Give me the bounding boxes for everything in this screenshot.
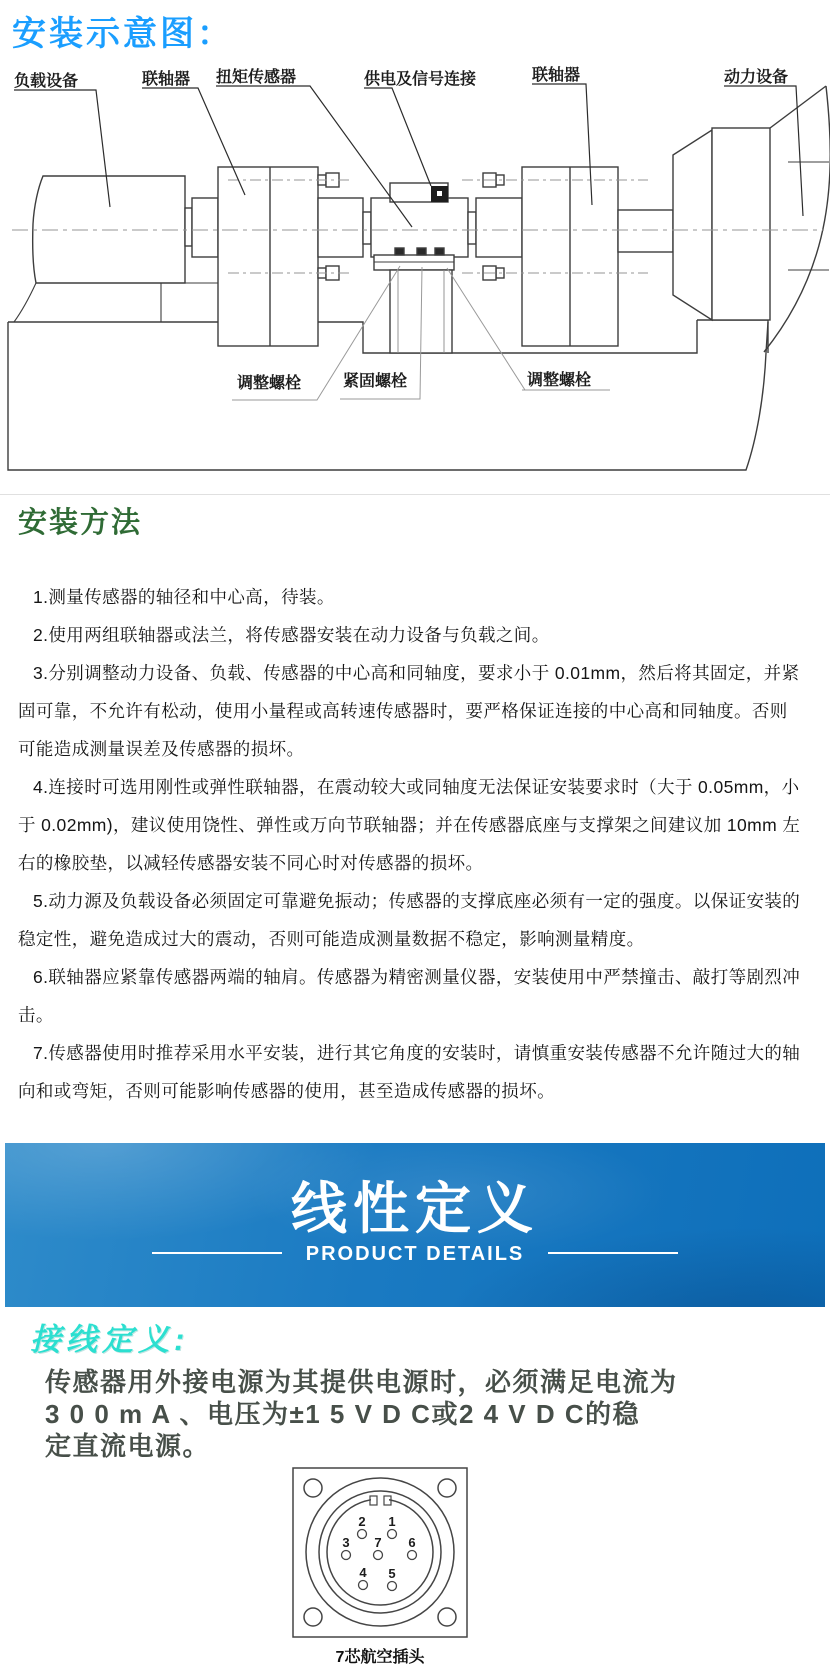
method-item: 3.分别调整动力设备、负载、传感器的中心高和同轴度，要求小于 0.01mm，然后将其固定，并紧固可靠，不允许有松动，使用小量程或高转速传感器时，要严格保证连接的中心高和同轴度。否则可能造成测量误差及传感器的损坏。 xyxy=(18,663,800,759)
label-load-device: 负载设备 xyxy=(14,73,79,90)
label-fasten-bolt: 紧固螺栓 xyxy=(343,373,408,390)
method-item: 4.连接时可选用刚性或弹性联轴器，在震动较大或同轴度无法保证安装要求时（大于 0.05mm，小于 0.02mm)，建议使用饶性、弹性或万向节联轴器；并在传感器底座与支撑架之间建议加 10mm 左右的橡胶垫，以减轻传感器安装不同心时对传感器的损坏。 xyxy=(18,777,801,873)
pin-label-5: 5 xyxy=(388,1566,396,1581)
aviation-plug-diagram xyxy=(285,1455,475,1645)
product-details-banner xyxy=(5,1143,825,1307)
mount-hole xyxy=(304,1608,322,1626)
label-adjust-bolt-left: 调整螺栓 xyxy=(237,375,302,392)
plug-middle-ring xyxy=(319,1491,441,1613)
method-item: 6.联轴器应紧靠传感器两端的轴肩。传感器为精密测量仪器，安装使用中严禁撞击、敲打等剧烈冲击。 xyxy=(18,967,801,1025)
method-item: 2.使用两组联轴器或法兰，将传感器安装在动力设备与负载之间。 xyxy=(33,625,550,645)
method-item: 5.动力源及负载设备必须固定可靠避免振动；传感器的支撑底座必须有一定的强度。以保证安装的稳定性，避免造成过大的震动，否则可能造成测量数据不稳定，影响测量精度。 xyxy=(18,891,801,949)
method-item: 7.传感器使用时推荐采用水平安装，进行其它角度的安装时，请慎重安装传感器不允许随过大的轴向和或弯矩，否则可能影响传感器的使用，甚至造成传感器的损坏。 xyxy=(18,1043,801,1101)
pin-label-7: 7 xyxy=(374,1535,382,1550)
installation-diagram xyxy=(0,56,830,488)
pin-label-1: 1 xyxy=(388,1514,396,1529)
label-power-signal: 供电及信号连接 xyxy=(364,71,477,88)
wiring-line: 传感器用外接电源为其提供电源时，必须满足电流为 xyxy=(45,1367,678,1397)
power-device-shape xyxy=(673,86,830,352)
label-power-device: 动力设备 xyxy=(724,69,789,86)
mount-hole xyxy=(438,1608,456,1626)
label-coupling-left: 联轴器 xyxy=(142,71,191,88)
wiring-line: 3 0 0 m A 、电压为±1 5 V D C或2 4 V D C的稳 xyxy=(45,1399,641,1429)
label-adjust-bolt-right: 调整螺栓 xyxy=(527,372,592,389)
method-list xyxy=(18,578,804,1110)
load-device-shape xyxy=(14,176,218,322)
coupling-right-shape xyxy=(476,167,673,346)
banner-rule-left xyxy=(152,1252,282,1254)
pin-label-3: 3 xyxy=(342,1535,350,1550)
plug-caption: 7芯航空插头 xyxy=(335,1649,425,1666)
wiring-line: 定直流电源。 xyxy=(45,1431,211,1461)
banner-subtitle: PRODUCT DETAILS xyxy=(305,1243,525,1265)
pin-label-2: 2 xyxy=(358,1514,366,1529)
method-section-title: 安装方法 xyxy=(18,507,143,539)
banner-rule-right xyxy=(548,1252,678,1254)
section-divider xyxy=(0,494,830,495)
pin-numbers xyxy=(342,1514,415,1581)
wiring-heading: 接线定义: xyxy=(30,1322,190,1357)
mount-hole xyxy=(304,1479,322,1497)
coupling-left-shape xyxy=(218,167,363,346)
pin-label-6: 6 xyxy=(408,1535,416,1550)
banner-subtitle-row xyxy=(5,1243,825,1266)
torque-sensor-shape xyxy=(363,183,476,353)
label-coupling-right: 联轴器 xyxy=(532,67,581,84)
mount-hole xyxy=(438,1479,456,1497)
page-title: 安装示意图： xyxy=(12,15,234,53)
banner-title: 线性定义 xyxy=(291,1177,539,1240)
label-torque-sensor: 扭矩传感器 xyxy=(216,69,297,86)
wiring-requirements xyxy=(45,1366,815,1462)
pin-label-4: 4 xyxy=(359,1565,367,1580)
method-item: 1.测量传感器的轴径和中心高，待装。 xyxy=(33,587,335,607)
